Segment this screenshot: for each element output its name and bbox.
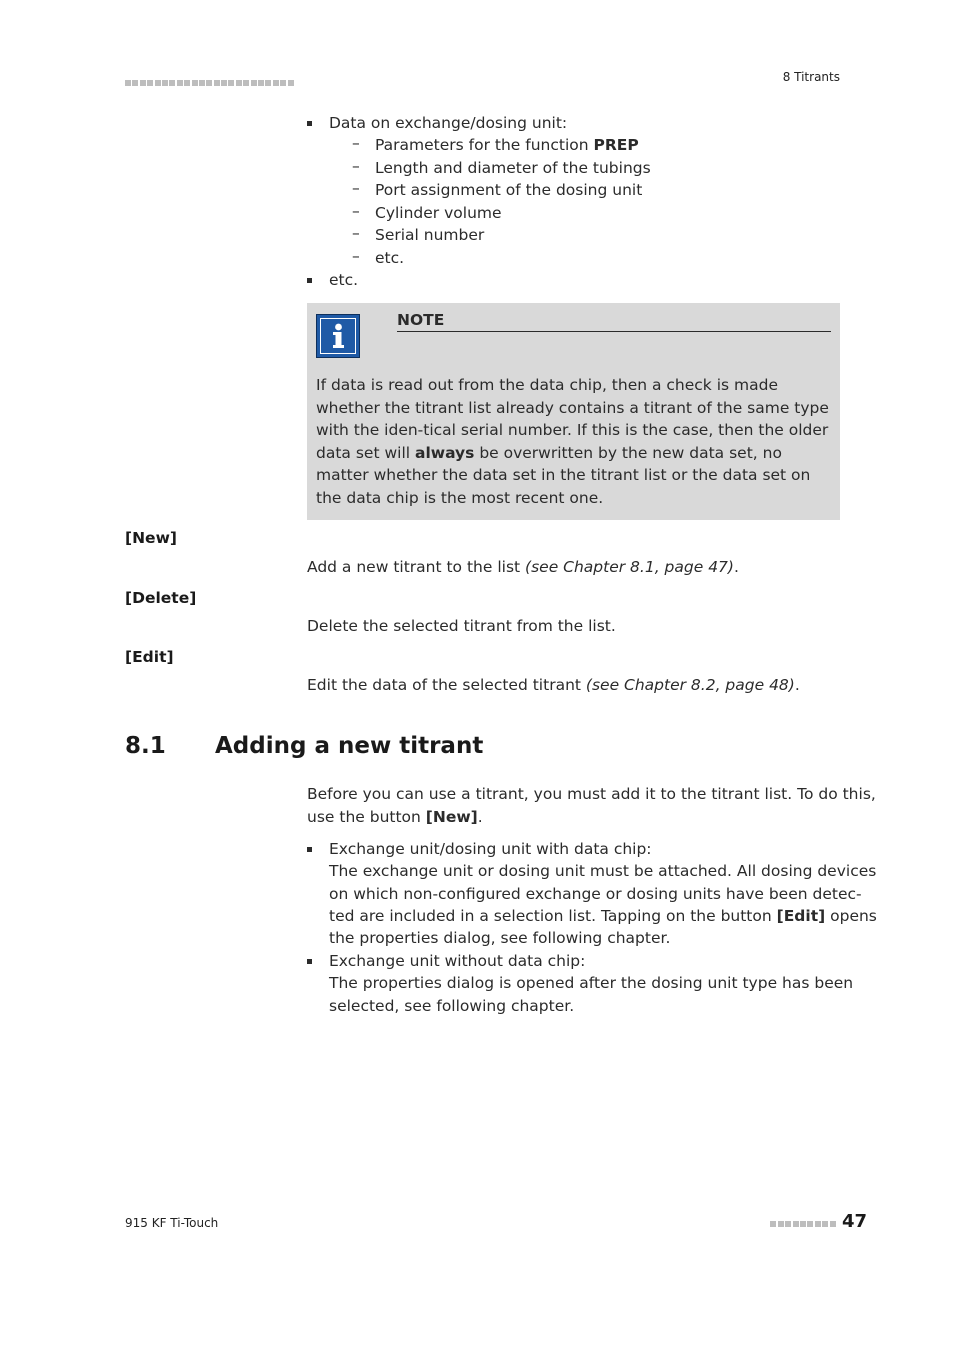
list-item: Data on exchange/dosing unit: bbox=[329, 114, 568, 132]
note-title: NOTE bbox=[397, 311, 831, 332]
info-icon bbox=[316, 314, 360, 358]
dash-marker: – bbox=[352, 134, 360, 152]
cross-reference[interactable]: (see Chapter 8.2, page 48) bbox=[585, 676, 795, 694]
cross-reference[interactable]: (see Chapter 8.1, page 47) bbox=[525, 558, 734, 576]
section-number: 8.1 bbox=[125, 733, 166, 759]
bullet-marker bbox=[307, 121, 312, 126]
edit-button-label: [Edit] bbox=[125, 648, 174, 666]
edit-button-description: Edit the data of the selected titrant (see Chapter 8.2, page 48). bbox=[307, 676, 800, 694]
intro-paragraph-line: use the button [New]. bbox=[307, 808, 483, 826]
list-item-line: Exchange unit without data chip: bbox=[329, 952, 586, 970]
dash-marker: – bbox=[352, 224, 360, 242]
list-item-line: selected, see following chapter. bbox=[329, 997, 575, 1015]
list-item: etc. bbox=[329, 271, 359, 289]
footer-product: 915 KF Ti-Touch bbox=[125, 1216, 219, 1230]
dash-marker: – bbox=[352, 179, 360, 197]
section-heading bbox=[125, 733, 483, 759]
section-title: Adding a new titrant bbox=[215, 733, 484, 759]
bullet-marker bbox=[307, 959, 312, 964]
dash-marker: – bbox=[352, 157, 360, 175]
bullet-marker bbox=[307, 278, 312, 283]
note-box bbox=[307, 303, 840, 520]
new-button-description: Add a new titrant to the list (see Chapter 8.1, page 47). bbox=[307, 558, 739, 576]
sub-list-item: Cylinder volume bbox=[375, 204, 502, 222]
delete-button-label: [Delete] bbox=[125, 589, 197, 607]
new-button-label: [New] bbox=[125, 529, 177, 547]
list-item-line: Exchange unit/dosing unit with data chip: bbox=[329, 840, 652, 858]
page-number: 47 bbox=[841, 1211, 867, 1232]
list-item-line: the properties dialog, see following chapter. bbox=[329, 929, 671, 947]
sub-list-item: Port assignment of the dosing unit bbox=[375, 181, 643, 199]
sub-list-item: Serial number bbox=[375, 226, 485, 244]
delete-button-description: Delete the selected titrant from the list. bbox=[307, 617, 616, 635]
running-header-chapter: 8 Titrants bbox=[782, 70, 840, 84]
sub-list-item: Parameters for the function PREP bbox=[375, 136, 639, 154]
list-item-line: The properties dialog is opened after the dosing unit type has been bbox=[329, 974, 854, 992]
footer-decoration bbox=[770, 1213, 837, 1231]
sub-list-item: etc. bbox=[375, 249, 405, 267]
intro-paragraph-line: Before you can use a titrant, you must add it to the titrant list. To do this, bbox=[307, 785, 876, 803]
header-decoration bbox=[125, 72, 295, 90]
footer-page bbox=[770, 1211, 867, 1232]
bullet-marker bbox=[307, 847, 312, 852]
list-item-line: ted are included in a selection list. Tapping on the button [Edit] opens bbox=[329, 907, 877, 925]
dash-marker: – bbox=[352, 247, 360, 265]
list-item-line: The exchange unit or dosing unit must be attached. All dosing devices bbox=[329, 862, 877, 880]
dash-marker: – bbox=[352, 202, 360, 220]
note-text: If data is read out from the data chip, then a check is made whether the titrant list already contains a titrant of the same type with the iden-tical serial number. If this is the case, then the older data set will always be overwritten by the new data set, no matter whether the data set in the titrant list or the data set on the data chip is the most recent one. bbox=[316, 376, 829, 507]
sub-list-item: Length and diameter of the tubings bbox=[375, 159, 651, 177]
list-item-line: on which non-configured exchange or dosing units have been detec- bbox=[329, 885, 862, 903]
